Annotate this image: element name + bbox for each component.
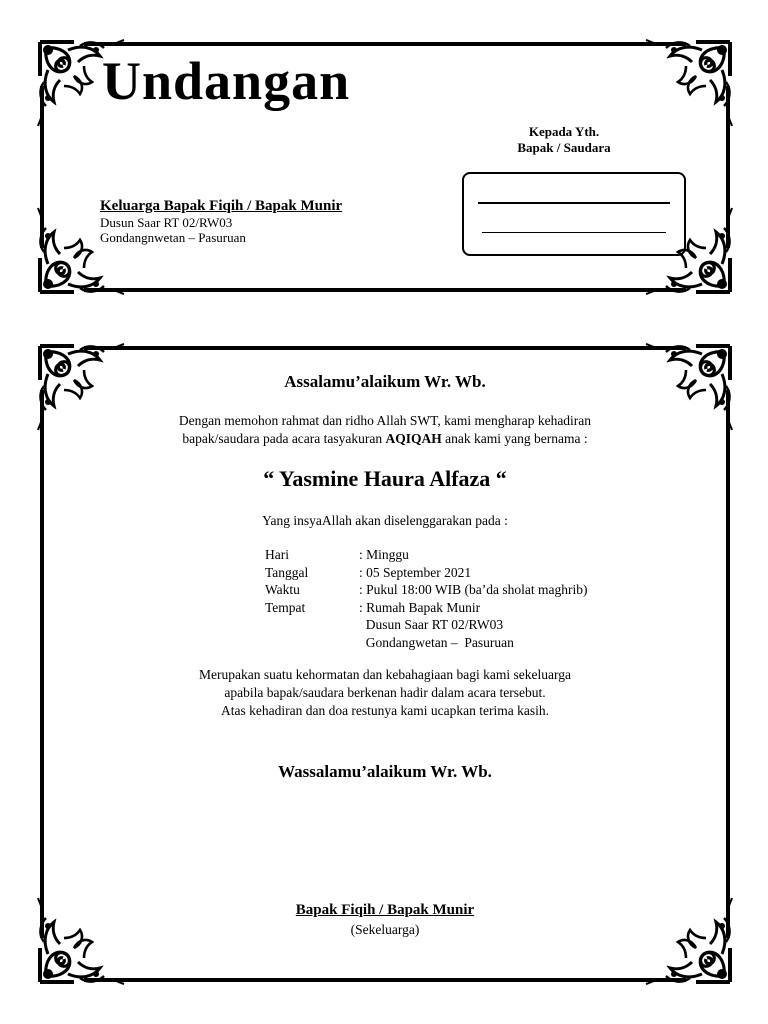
schedule-intro: Yang insyaAllah akan diselenggarakan pada : — [262, 513, 508, 528]
detail-value: : 05 September 2021 — [359, 564, 472, 580]
intro-line-2 — [34, 430, 736, 448]
detail-row — [265, 564, 587, 582]
invitation-card — [34, 340, 736, 988]
sender-address-line-2: Gondangnwetan – Pasuruan — [100, 230, 246, 245]
frame-top-line — [84, 42, 686, 46]
event-details — [265, 546, 587, 651]
signature-name: Bapak Fiqih / Bapak Munir — [295, 902, 475, 918]
sender-address-line-1: Dusun Saar RT 02/RW03 — [100, 215, 233, 230]
frame-bottom-line — [84, 288, 686, 292]
envelope-title: Undangan — [102, 51, 351, 111]
envelope-card — [34, 36, 736, 298]
frame-top-line — [84, 346, 686, 350]
child-name: “ Yasmine Haura Alfaza “ — [263, 466, 507, 491]
detail-value: : Minggu — [359, 547, 409, 562]
address-line — [482, 232, 666, 233]
closing-paragraph — [34, 666, 736, 720]
detail-value: : Rumah Bapak Munir — [359, 599, 481, 615]
closing-line-3: Atas kehadiran dan doa restunya kami ucapkan terima kasih. — [220, 703, 549, 718]
detail-row — [265, 616, 587, 634]
detail-value: : Pukul 18:00 WIB (ba’da sholat maghrib) — [359, 582, 588, 597]
detail-row — [265, 599, 587, 617]
detail-value: Dusun Saar RT 02/RW03 — [359, 617, 504, 632]
farewell: Wassalamu’alaikum Wr. Wb. — [278, 762, 492, 781]
floral-corner-icon — [640, 36, 736, 132]
detail-row — [265, 546, 587, 564]
sender-block — [100, 198, 342, 245]
detail-key: Waktu — [265, 582, 300, 597]
detail-row — [265, 581, 587, 599]
sender-name: Keluarga Bapak Fiqih / Bapak Munir — [100, 198, 343, 214]
intro-line-2-pre: bapak/saudara pada acara tasyakuran — [182, 431, 386, 446]
detail-row — [265, 634, 587, 652]
event-name: AQIQAH — [385, 431, 442, 446]
address-line — [478, 202, 670, 204]
detail-key: Tempat — [265, 599, 306, 615]
detail-key: Tanggal — [265, 564, 309, 580]
to-label: Kepada Yth. — [528, 124, 600, 139]
detail-key: Hari — [265, 547, 289, 562]
intro-line-2-post: anak kami yang bernama : — [441, 431, 588, 446]
intro-line-1: Dengan memohon rahmat dan ridho Allah SWT, kami mengharap kehadiran — [178, 413, 592, 428]
closing-line-2: apabila bapak/saudara berkenan hadir dalam acara tersebut. — [224, 685, 546, 700]
signature-sub: (Sekeluarga) — [350, 922, 420, 937]
recipient-header — [484, 124, 644, 156]
detail-value: Gondangwetan – Pasuruan — [359, 634, 514, 650]
recipient-address-box — [462, 172, 686, 256]
closing-line-1: Merupakan suatu kehormatan dan kebahagiaan bagi kami sekeluarga — [199, 667, 571, 682]
detail-key — [265, 616, 359, 634]
greeting: Assalamu’alaikum Wr. Wb. — [284, 372, 486, 391]
detail-key — [265, 634, 359, 652]
intro-paragraph — [34, 412, 736, 448]
to-recipient: Bapak / Saudara — [517, 140, 611, 155]
frame-bottom-line — [84, 978, 686, 982]
